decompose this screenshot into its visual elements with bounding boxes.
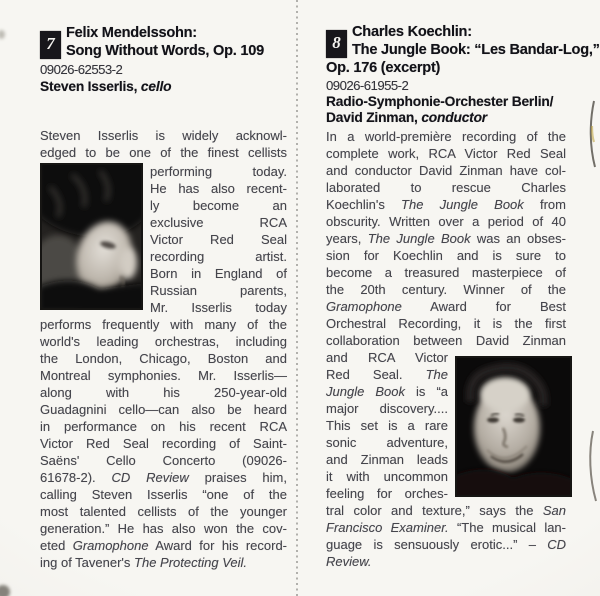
scan-smudge-corner — [0, 585, 10, 596]
left-body-below-photo: performs frequently with many of the world's leading orchestras, including the London, Chicago, Boston and Montreal symphonies. Mr. Isserlis— along with his 250-year-old Guadagnini cello—can also be heard in performance on his recent RCA Victor Red Seal recording of Saint- Saëns' Cello Concerto (09026- 61678-2). CD Review praises him, calling Steven Isserlis “one of the most talented cellists of the younger generation.” He has also won the cov- eted Gramophone Award for his record- ing of Tavener's The Protecting Veil. — [40, 317, 288, 570]
isserlis-portrait-graphic — [42, 165, 141, 308]
right-heading-top: Charles Koechlin: The Jungle Book: “Les Bandar-Log,” — [352, 24, 600, 58]
zinman-portrait-graphic — [457, 358, 570, 495]
right-body-main: In a world-première recording of the complete work, RCA Victor Red Seal and conductor David Zinman have col- laborated to rescue Charles Koechlin's The Jungle Book from obscurity. Written over a period of 40 years, The Jungle Book was an obses- sion for Koechlin and is sure to become a treasured masterpiece of the 20th century. Winner of the Gramophone Award for Best Orchestral Recording, it is the first collaboration between David Zinman — [326, 129, 566, 348]
scan-smudge-left — [0, 30, 5, 39]
track-number-box-8 — [326, 30, 347, 58]
right-body-end: tral color and texture,” says the San Francisco Examiner. “The musical lan- guage is sensuously erotic...” – CD Review. — [326, 503, 566, 569]
track-number-box-7 — [40, 31, 61, 59]
fold-dotted-divider — [296, 0, 298, 596]
right-artist: Radio-Symphonie-Orchester Berlin/ David Zinman, conductor — [326, 94, 554, 125]
right-heading-continued: Op. 176 (excerpt) — [326, 60, 441, 76]
left-body-beside-photo: performing today. He has also recent- ly become an exclusive RCA Victor Red Seal recording artist. Born in England of Russian parents, Mr. Isserlis today — [150, 164, 287, 315]
photo-david-zinman — [455, 356, 572, 497]
left-catalog-number: 09026-62553-2 — [40, 62, 123, 77]
staple-marks — [586, 0, 600, 596]
left-heading: Felix Mendelssohn: Song Without Words, Op. 109 — [66, 25, 264, 59]
right-catalog-number: 09026-61955-2 — [326, 78, 409, 93]
track-number: 8 — [332, 33, 341, 52]
right-body-beside-photo: and RCA Victor Red Seal. The Jungle Book is “a major discovery.... This set is a rare sonic adventure, and Zinman leads it with uncommon feeling for orches- — [326, 350, 448, 501]
track-number: 7 — [46, 34, 55, 53]
photo-steven-isserlis — [40, 163, 143, 310]
left-artist: Steven Isserlis, cello — [40, 79, 172, 94]
left-body-intro: Steven Isserlis is widely acknowl- edged to be one of the finest cellists — [40, 128, 287, 160]
